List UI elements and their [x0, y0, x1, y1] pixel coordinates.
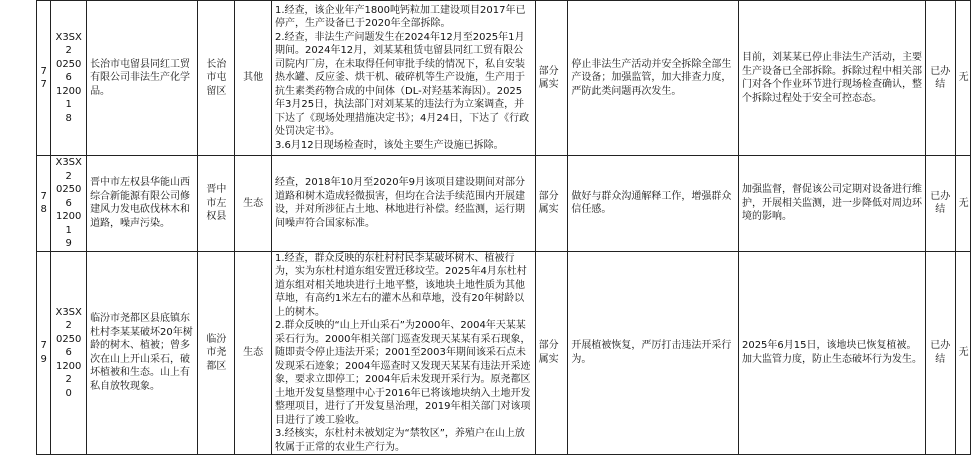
- case-code-line: 8: [65, 112, 72, 124]
- progress: 目前，刘某某已停止非法生产活动，主要生产设备已全部拆除。拆除过程中相关部门对各个作业环节进行现场检查确认，整个拆除过程处于安全可控态态。: [738, 1, 925, 156]
- case-code: [51, 156, 87, 252]
- case-code-line: 12001: [55, 85, 82, 111]
- case-code: [51, 251, 87, 455]
- case-code-line: 02506: [55, 184, 82, 209]
- row-index: 78: [37, 156, 51, 252]
- table-row: [37, 156, 971, 252]
- detail-paragraph: 2.经查，非法生产问题发生在2024年12月至2025年1月期间。2024年12月，刘某某租赁屯留县同红工贸有限公司院内厂房，在未取得任何审批手续的情况下，私自安装热水罐、反应釜、烘干机、破碎机等生产设施，生产用于抗生素类药物合成的中间体（DL-对羟基苯海因）。2025年3月25日，执法部门对刘某某的违法行为立案调查，并下达了《现场处理措施决定书》；4月24日，下达了《行政处罚决定书》。: [275, 31, 530, 138]
- case-code-line: 02506: [55, 58, 82, 84]
- detail-paragraph: 1.经查，群众反映的东杜村村民李某破坏树木、植被行为，实为东杜村道东组安置迁移坟茔。2025年4月东杜村道东组对相关地块进行土地平整，该地块土地性质为其他草地，有高约1米左右的灌木丛和草地，没有20年树龄以上的树木。: [275, 252, 527, 318]
- case-code-line: X3SX2: [55, 306, 82, 331]
- row-index: 77: [37, 1, 51, 156]
- progress: 2025年6月15日，该地块已恢复植被。加大监管力度，防止生态破坏行为发生。: [738, 251, 925, 455]
- case-code-line: 9: [65, 238, 72, 249]
- detail-paragraph: 1.经查，该企业年产1800吨钙粒加工建设项目2017年已停产，生产设备已于2020年全部拆除。: [275, 4, 526, 30]
- measures: 做好与群众沟通解释工作，增强群众信任感。: [568, 156, 739, 252]
- pollution-type: 其他: [235, 1, 272, 156]
- case-code-line: 12001: [55, 211, 82, 236]
- table-row: [37, 251, 971, 455]
- case-code-line: 0: [65, 387, 72, 399]
- pollution-type: 生态: [235, 156, 272, 252]
- progress: 加强监督，督促该公司定期对设备进行维护，开展相关监测，进一步降低对周边环境的影响。: [738, 156, 925, 252]
- verdict: 部分属实: [535, 251, 568, 455]
- detail-paragraph: 3.经核实，东杜村未被划定为“禁牧区”，养殖户在山上放牧属于正常的农业生产行为。: [275, 428, 525, 453]
- admin-area: 晋中市左权县: [198, 156, 235, 252]
- pollution-type: 生态: [235, 251, 272, 455]
- case-code-line: X3SX2: [55, 31, 82, 57]
- left-margin: [0, 0, 36, 434]
- complaint-title: 临汾市尧都区县底镇东杜村李某某破坏20年树龄的树木、植被；曾多次在山上开山采石，破坏植被和生态。山上有私自放牧现象。: [87, 251, 198, 455]
- case-code: [51, 1, 87, 156]
- verdict: 部分属实: [535, 1, 568, 156]
- accountability: 无: [955, 156, 970, 252]
- verdict: 部分属实: [535, 156, 568, 252]
- accountability: 无: [955, 1, 970, 156]
- status: 已办结: [925, 1, 955, 156]
- accountability: 无: [955, 251, 970, 455]
- status: 已办结: [925, 156, 955, 252]
- case-code-line: 12002: [55, 360, 82, 385]
- admin-area: 长治市屯留区: [198, 1, 235, 156]
- investigation-details: [272, 156, 536, 252]
- investigation-details: [272, 251, 536, 455]
- detail-paragraph: 3.6月12日现场检查时，该处主要生产设施已拆除。: [275, 139, 504, 151]
- case-table: [36, 0, 971, 455]
- measures: 停止非法生产活动并安全拆除全部生产设备；加强监管，加大排查力度，严防此类问题再次发生。: [568, 1, 739, 156]
- complaint-title: 长治市屯留县同红工贸有限公司非法生产化学品。: [87, 1, 198, 156]
- complaint-title: 晋中市左权县华能山西综合新能源有限公司修建风力发电砍伐林木和道路，噪声污染。: [87, 156, 198, 252]
- measures: 开展植被恢复，严厉打击违法开采行为。: [568, 251, 739, 455]
- admin-area: 临汾市尧都区: [198, 251, 235, 455]
- case-code-line: 02506: [55, 333, 82, 358]
- detail-paragraph: 2.群众反映的“山上开山采石”为2000年、2004年天某某采石行为。2000年相关部门巡查发现天某某有采石现象，随即责令停止违法开采；2001至2003年期间该采石点未发现采石迹象；2004年巡查时又发现天某某有违法开采迹象，要求立即停工；2004年后未发现开采行为。原尧都区土地开发复垦整理中心于2016年已将该地块纳入土地开发整理项目，进行了开发复垦治理，2019年相关部门对该项目进行了竣工验收。: [275, 320, 531, 426]
- investigation-details: [272, 1, 536, 156]
- table-row: [37, 1, 971, 156]
- case-code-line: X3SX2: [55, 157, 82, 182]
- status: 已办结: [925, 251, 955, 455]
- row-index: 79: [37, 251, 51, 455]
- detail-paragraph: 经查，2018年10月至2020年9月该项目建设期间对部分道路和树木造成轻微损害，但均在合法手续范围内开展建设，并对所涉征占土地、林地进行补偿。经监测，运行期间噪声符合国家标准。: [275, 177, 525, 229]
